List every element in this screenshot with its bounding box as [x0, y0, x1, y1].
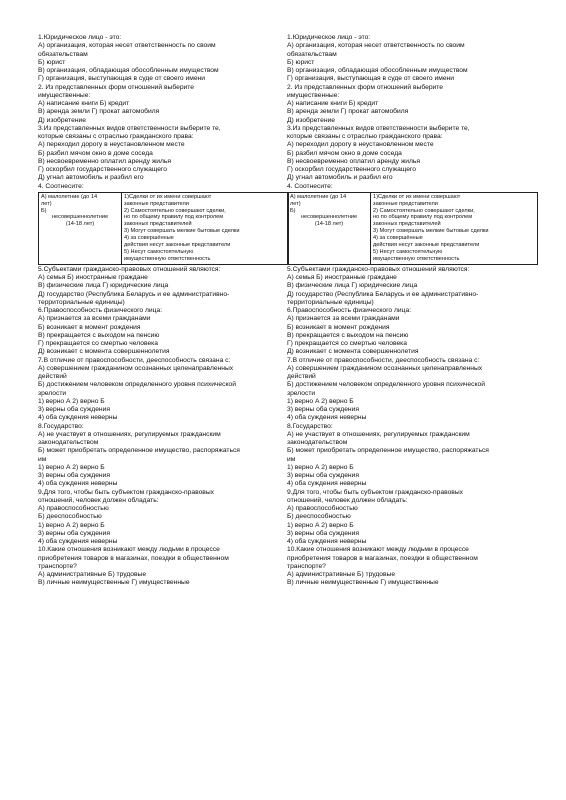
text-line: 1.Юридическое лицо - это:: [38, 34, 122, 41]
text-line: А) совершением гражданином осознанных целенаправленных: [38, 364, 234, 372]
text-line: 1) верно А 2) верно Б: [38, 521, 105, 529]
text-line: зрелости: [287, 389, 316, 397]
text-line: Б) может приобретать определенное имущество, распоряжаться: [38, 447, 240, 455]
text-line: 4) оба суждения неверны: [38, 538, 118, 546]
text-line: 3.Из представленных видов ответственности выберите те,: [287, 124, 470, 132]
matching-left-line: (14-18 лет): [314, 221, 344, 228]
matching-left-line: несовершеннолетние: [51, 214, 109, 221]
matching-right-line: 1)Сделки от их имени совершают: [124, 193, 212, 200]
text-line: Г) организация, выступающая в суде от своего имени: [287, 75, 454, 83]
matching-left-line: А) малолетние (до 14: [41, 193, 98, 200]
text-line: А) правоспособностью: [287, 505, 358, 513]
text-line: В) аренда земли Г) прокат автомобиля: [287, 108, 409, 116]
matching-left-line: лет): [290, 200, 301, 207]
text-line: А) административные Б) трудовые: [287, 571, 396, 579]
text-line: 4) оба суждения неверны: [287, 538, 367, 546]
text-line: отношений, человек должен обладать:: [38, 496, 159, 504]
text-line: 3) верны оба суждения: [287, 529, 359, 537]
text-line: транспорте?: [287, 562, 326, 570]
text-line: 3) верны оба суждения: [287, 406, 359, 414]
text-line: Б) дееспособностью: [38, 513, 102, 521]
text-line: транспорте?: [38, 562, 77, 570]
matching-right-line: имущественную ответственность: [124, 255, 211, 262]
text-line: 6.Правоспособность физического лица:: [38, 307, 163, 315]
text-line: законодательством: [287, 439, 348, 447]
text-line: 8.Государство:: [38, 422, 84, 430]
text-line: действий: [287, 373, 316, 381]
matching-right-line: 4) за совершённые: [124, 235, 174, 242]
text-line: В) личные неимущественные Г) имущественные: [38, 579, 190, 587]
text-line: Б) разбил мячом окно в доме соседа: [287, 149, 402, 157]
text-line: 1) верно А 2) верно Б: [287, 521, 354, 529]
text-line: А) не участвует в отношениях, регулируемых гражданским: [287, 430, 470, 438]
text-line: 2. Из представленных форм отношений выберите: [38, 83, 194, 91]
text-line: Б) юрист: [38, 58, 66, 66]
matching-right-line: 3) Могут совершать мелкие бытовые сделки: [373, 228, 489, 235]
matching-left-line: Б): [41, 207, 47, 214]
matching-right-line: но по общему правилу под контролем: [124, 214, 224, 221]
text-line: обязательствам: [287, 50, 337, 58]
text-line: Б) достижением человеком определенного уровня психической: [287, 381, 485, 389]
text-line: В) организация, обладающая обособленным имуществом: [38, 67, 219, 74]
text-line: А) не участвует в отношениях, регулируемых гражданским: [38, 430, 221, 438]
text-line: имущественные:: [38, 91, 91, 99]
text-line: территориальные единицы): [38, 298, 125, 306]
worksheet-column-left: [38, 34, 292, 588]
text-line: 4) оба суждения неверны: [38, 414, 118, 422]
matching-right-line: имущественную ответственность: [373, 255, 460, 262]
text-line: 4. Соотнесите:: [287, 182, 333, 190]
matching-right-line: 1)Сделки от их имени совершают: [373, 193, 461, 200]
matching-right-line: 5) Несут самостоятельную: [373, 249, 443, 255]
matching-right-line: но по общему правилу под контролем: [373, 214, 473, 221]
text-line: 3) верны оба суждения: [38, 472, 110, 480]
text-line: Б) возникает в момент рождения: [287, 323, 390, 331]
text-line: которые связаны с отраслью гражданского права:: [287, 133, 443, 140]
text-line: А) совершением гражданином осознанных целенаправленных: [287, 364, 483, 372]
text-line: 9.Для того, чтобы быть субъектом гражданско-правовых: [38, 488, 214, 496]
text-line: 1) верно А 2) верно Б: [38, 463, 105, 471]
text-line: им: [38, 455, 47, 463]
text-line: В) прекращается с выходом на пенсию: [287, 331, 409, 339]
text-line: 4) оба суждения неверны: [287, 480, 367, 488]
matching-right-line: законных представителей: [124, 221, 192, 228]
text-line: Г) организация, выступающая в суде от своего имени: [38, 75, 205, 83]
text-line: 5.Субъектами гражданско-правовых отношений являются:: [287, 265, 470, 273]
text-line: законодательством: [38, 439, 99, 447]
text-line: 10.Какие отношения возникают между людьми в процессе: [38, 546, 220, 554]
text-line: В) физические лица Г) юридические лица: [287, 282, 418, 290]
text-line: 5.Субъектами гражданско-правовых отношений являются:: [38, 265, 221, 273]
text-line: 10.Какие отношения возникают между людьми в процессе: [287, 546, 469, 554]
text-line: Д) изобретение: [38, 116, 86, 124]
text-line: 7.В отличие от правоспособности, дееспособность связана с:: [287, 356, 480, 364]
text-line: имущественные:: [287, 91, 340, 99]
text-line: А) признается за всеми гражданами: [38, 315, 151, 323]
text-line: А) организация, которая несет ответственность по своим: [287, 42, 465, 50]
matching-right-line: законные представители: [124, 200, 189, 207]
text-line: А) написание книги Б) кредит: [287, 100, 379, 107]
text-line: В) несвоевременно оплатил аренду жилья: [287, 157, 421, 165]
text-line: А) признается за всеми гражданами: [287, 315, 400, 323]
text-line: А) написание книги Б) кредит: [38, 100, 130, 107]
matching-left-line: лет): [41, 200, 52, 207]
text-line: приобретения товаров в магазинах, поездки в общественном: [38, 554, 229, 562]
text-line: Г) прекращается со смертью человека: [287, 340, 407, 348]
matching-left-line: несовершеннолетние: [300, 214, 358, 221]
matching-right-line: действия несут законные представители: [373, 242, 480, 249]
text-line: 1) верно А 2) верно Б: [287, 463, 354, 471]
text-line: 1) верно А 2) верно Б: [38, 397, 105, 405]
matching-table-row: [288, 192, 538, 264]
text-line: 9.Для того, чтобы быть субъектом гражданско-правовых: [287, 488, 463, 496]
text-line: 4) оба суждения неверны: [38, 480, 118, 488]
matching-right-line: законные представители: [373, 200, 438, 207]
text-line: 4. Соотнесите:: [38, 182, 84, 190]
text-line: Г) прекращается со смертью человека: [38, 340, 158, 348]
text-line: Д) государство (Республика Беларусь и ее административно-: [38, 290, 230, 298]
matching-right-cell: [371, 192, 538, 264]
text-line: А) административные Б) трудовые: [38, 571, 147, 579]
text-line: 6.Правоспособность физического лица:: [287, 307, 412, 315]
matching-right-line: законных представителей: [373, 221, 441, 228]
text-line: Б) разбил мячом окно в доме соседа: [38, 149, 153, 157]
text-line: А) переходил дорогу в неустановленном месте: [287, 141, 434, 149]
text-line: 4) оба суждения неверны: [287, 414, 367, 422]
text-line: В) личные неимущественные Г) имущественные: [287, 579, 439, 587]
text-line: отношений, человек должен обладать:: [287, 496, 408, 504]
matching-right-line: 4) за совершённые: [373, 235, 423, 242]
text-line: Д) возникает с момента совершеннолетия: [287, 348, 419, 356]
text-line: А) семья Б) иностранные граждане: [38, 274, 148, 282]
text-line: 3) верны оба суждения: [38, 406, 110, 414]
text-line: 2. Из представленных форм отношений выберите: [287, 83, 443, 91]
text-line: территориальные единицы): [287, 298, 374, 306]
text-line: Б) юрист: [287, 58, 315, 66]
text-line: 8.Государство:: [287, 422, 333, 430]
text-line: которые связаны с отраслью гражданского права:: [38, 133, 194, 140]
text-line: зрелости: [38, 389, 67, 397]
matching-table: [287, 192, 538, 265]
matching-left-cell: [288, 192, 371, 264]
text-line: Г) оскорбил государственного служащего: [38, 166, 167, 173]
text-line: В) физические лица Г) юридические лица: [38, 282, 169, 290]
text-line: А) правоспособностью: [38, 505, 109, 513]
text-line: Б) может приобретать определенное имущество, распоряжаться: [287, 447, 489, 455]
text-line: Д) угнал автомобиль и разбил его: [287, 174, 393, 182]
text-line: обязательствам: [38, 50, 88, 58]
text-line: А) организация, которая несет ответственность по своим: [38, 42, 216, 50]
text-line: В) аренда земли Г) прокат автомобиля: [38, 108, 160, 116]
text-line: приобретения товаров в магазинах, поездки в общественном: [287, 554, 478, 562]
text-line: Д) возникает с момента совершеннолетия: [38, 348, 170, 356]
text-line: Д) угнал автомобиль и разбил его: [38, 174, 144, 182]
matching-right-line: 5) Несут самостоятельную: [124, 249, 194, 255]
text-line: им: [287, 455, 296, 463]
text-line: В) несвоевременно оплатил аренду жилья: [38, 157, 172, 165]
text-line: 3.Из представленных видов ответственности выберите те,: [38, 124, 221, 132]
text-line: А) семья Б) иностранные граждане: [287, 274, 397, 282]
matching-right-line: 3) Могут совершать мелкие бытовые сделки: [124, 228, 240, 235]
matching-right-line: действия несут законные представители: [124, 242, 231, 249]
matching-right-line: 2) Самостоятельно совершают сделки,: [373, 207, 475, 214]
matching-table: [38, 192, 289, 265]
text-line: Б) дееспособностью: [287, 513, 351, 521]
matching-left-line: (14-18 лет): [65, 221, 95, 228]
matching-right-line: 2) Самостоятельно совершают сделки,: [124, 207, 226, 214]
matching-left-cell: [39, 192, 122, 264]
text-line: 3) верны оба суждения: [287, 472, 359, 480]
text-line: Д) государство (Республика Беларусь и ее административно-: [287, 290, 479, 298]
text-line: В) прекращается с выходом на пенсию: [38, 331, 160, 339]
matching-left-line: А) малолетние (до 14: [290, 193, 347, 200]
matching-left-line: Б): [290, 207, 296, 214]
text-line: 1) верно А 2) верно Б: [287, 397, 354, 405]
text-line: Д) изобретение: [287, 116, 335, 124]
matching-right-cell: [122, 192, 289, 264]
text-line: 7.В отличие от правоспособности, дееспособность связана с:: [38, 356, 231, 364]
text-line: Б) достижением человеком определенного уровня психической: [38, 381, 236, 389]
text-line: Б) возникает в момент рождения: [38, 323, 141, 331]
text-line: А) переходил дорогу в неустановленном месте: [38, 141, 185, 149]
matching-table-row: [39, 192, 289, 264]
worksheet-column-right: [287, 34, 541, 588]
text-line: действий: [38, 373, 67, 381]
text-line: 1.Юридическое лицо - это:: [287, 34, 371, 41]
text-line: В) организация, обладающая обособленным имуществом: [287, 67, 468, 74]
text-line: Г) оскорбил государственного служащего: [287, 166, 416, 173]
text-line: 3) верны оба суждения: [38, 529, 110, 537]
